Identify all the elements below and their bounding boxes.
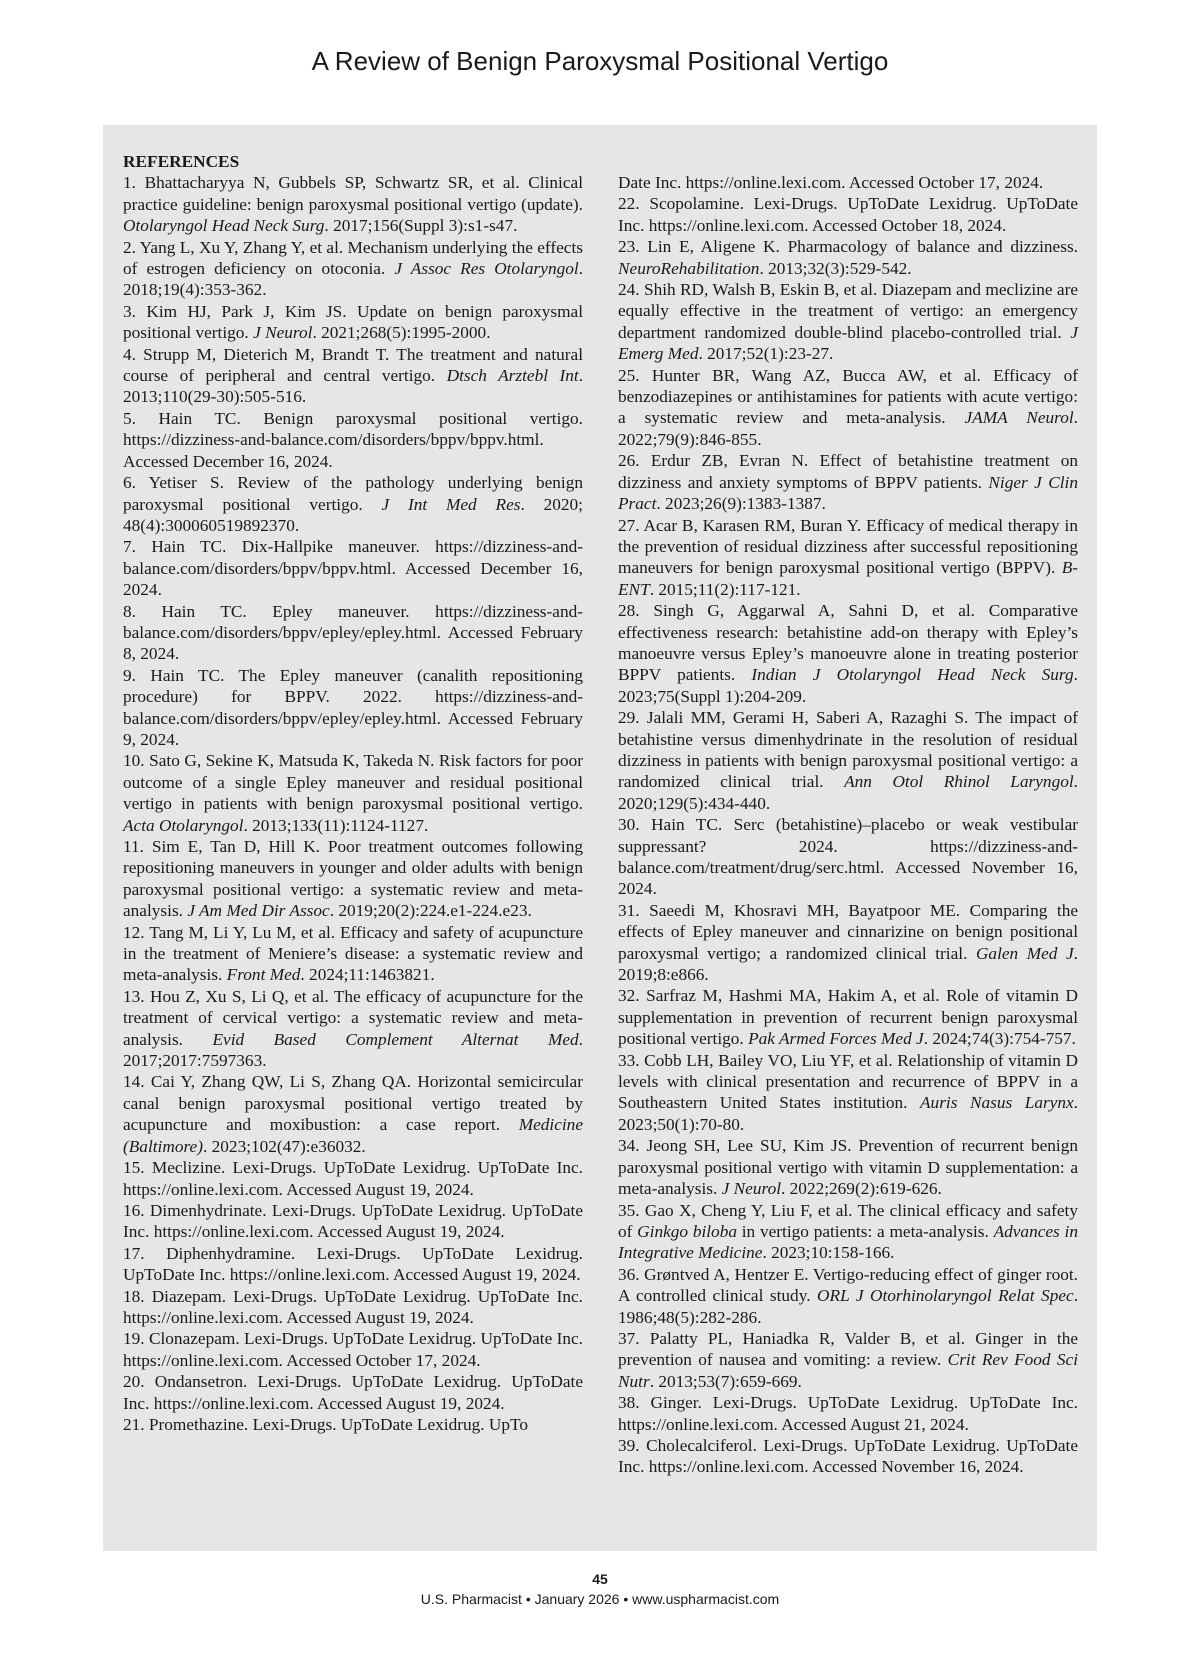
reference-journal: Front Med — [226, 965, 301, 985]
reference-journal: J Int Med Res — [381, 494, 521, 514]
references-column-right — [618, 172, 1078, 1478]
reference-entry — [618, 193, 1078, 236]
reference-entry — [123, 1286, 583, 1329]
reference-entry — [618, 515, 1078, 601]
publication-footer: U.S. Pharmacist • January 2026 • www.uspharmacist.com — [420, 1591, 780, 1607]
reference-journal: J Neurol — [721, 1179, 782, 1199]
reference-journal: Galen Med J — [975, 943, 1074, 963]
reference-journal: Indian J Otolaryngol Head Neck Surg — [751, 665, 1074, 685]
reference-entry — [123, 1157, 583, 1200]
reference-list-left — [123, 172, 583, 1435]
reference-text: 22. Scopolamine. Lexi-Drugs. UpToDate Lexidrug. UpToDate Inc. https://online.lexi.com. Accessed October 18, 2024. — [618, 194, 1078, 235]
reference-text: 1. Bhattacharyya N, Gubbels SP, Schwartz SR, et al. Clinical practice guideline: benign paroxysmal positional vertigo (update). — [123, 173, 583, 214]
reference-text: . 2023;10:158-166. — [762, 1243, 895, 1263]
reference-entry — [123, 922, 583, 986]
reference-text: . 2021;268(5):1995-2000. — [312, 323, 491, 343]
reference-text: . 2013;32(3):529-542. — [759, 258, 912, 278]
reference-entry — [618, 814, 1078, 900]
reference-text: 8. Hain TC. Epley maneuver. https://dizziness-and-balance.com/disorders/bppv/epley/epley.html. Accessed February 8, 2024. — [123, 601, 583, 664]
reference-text: 26. Erdur ZB, Evran N. Effect of betahistine treatment on dizziness and anxiety symptoms of BPPV patients. — [618, 451, 1078, 492]
reference-text: 7. Hain TC. Dix-Hallpike maneuver. https://dizziness-and-balance.com/disorders/bppv/bppv.html. Accessed December 16, 2024. — [123, 537, 583, 600]
reference-journal: J Assoc Res Otolaryngol — [394, 259, 579, 279]
reference-entry — [618, 1264, 1078, 1328]
reference-entry — [618, 900, 1078, 986]
reference-text: 15. Meclizine. Lexi-Drugs. UpToDate Lexidrug. UpToDate Inc. https://online.lexi.com. Accessed August 19, 2024. — [123, 1158, 583, 1199]
reference-text: . 2015;11(2):117-121. — [649, 579, 801, 599]
reference-entry — [123, 665, 583, 751]
reference-journal: Medicine (Baltimore) — [123, 1115, 583, 1156]
reference-text: . 2024;74(3):754-757. — [923, 1029, 1076, 1049]
reference-text: 11. Sim E, Tan D, Hill K. Poor treatment outcomes following repositioning maneuvers in younger and older adults with benign paroxysmal positional vertigo: a systematic review and meta-analysis. — [123, 837, 583, 921]
reference-text: 28. Singh G, Aggarwal A, Sahni D, et al. Comparative effectiveness research: betahistine add-on therapy with Epley’s manoeuvre versus Epley’s manoeuvre alone in treating posterior BPPV patients. — [618, 601, 1078, 685]
reference-text: Date Inc. https://online.lexi.com. Accessed October 17, 2024. — [618, 173, 1044, 192]
reference-text: . 2020;129(5):434-440. — [618, 772, 1078, 813]
reference-journal: Acta Otolaryngol — [123, 815, 244, 835]
reference-text: 37. Palatty PL, Haniadka R, Valder B, et al. Ginger in the prevention of nausea and vomiting: a review. — [618, 1328, 1078, 1370]
reference-entry — [618, 707, 1078, 814]
reference-entry — [618, 1435, 1078, 1478]
reference-text: 29. Jalali MM, Gerami H, Saberi A, Razaghi S. The impact of betahistine versus dimenhydrinate in the resolution of residual dizziness in patients with benign paroxysmal positional vertigo: a randomized clinical trial. — [618, 708, 1078, 792]
reference-text: 16. Dimenhydrinate. Lexi-Drugs. UpToDate Lexidrug. UpToDate Inc. https://online.lexi.com. Accessed August 19, 2024. — [123, 1200, 583, 1242]
reference-text: 39. Cholecalciferol. Lexi-Drugs. UpToDate Lexidrug. UpToDate Inc. https://online.lexi.com. Accessed November 16, 2024. — [618, 1435, 1078, 1477]
reference-entry — [123, 601, 583, 665]
reference-journal: NeuroRehabilitation — [618, 258, 760, 278]
reference-text: . 2017;2017:7597363. — [123, 1029, 583, 1071]
reference-text: 34. Jeong SH, Lee SU, Kim JS. Prevention of recurrent benign paroxysmal positional vertigo with vitamin D supplementation: a meta-analysis. — [618, 1136, 1078, 1199]
reference-list-right — [618, 172, 1078, 1478]
reference-journal: Evid Based Complement Alternat Med — [212, 1029, 579, 1049]
reference-text: . 2013;133(11):1124-1127. — [243, 815, 429, 835]
reference-text: 33. Cobb LH, Bailey VO, Liu YF, et al. Relationship of vitamin D levels with clinical presentation and recurrence of BPPV in a Southeastern United States institution. — [618, 1050, 1078, 1113]
references-column-left — [123, 151, 583, 1435]
reference-text: 6. Yetiser S. Review of the pathology underlying benign paroxysmal positional vertigo. — [123, 473, 583, 514]
reference-entry — [123, 1200, 583, 1243]
running-head-title: A Review of Benign Paroxysmal Positional Vertigo — [311, 46, 889, 76]
reference-text: 23. Lin E, Aligene K. Pharmacology of balance and dizziness. — [618, 237, 1078, 257]
reference-text: . 2024;11:1463821. — [300, 965, 435, 985]
reference-entry — [618, 985, 1078, 1049]
reference-text: . 1986;48(5):282-286. — [618, 1286, 1079, 1327]
reference-text: 5. Hain TC. Benign paroxysmal positional vertigo. https://dizziness-and-balance.com/disorders/bppv/bppv.html. Accessed December 16, 2024. — [123, 408, 583, 471]
reference-text: . 2017;52(1):23-27. — [698, 344, 834, 364]
reference-journal: Dtsch Arztebl Int — [446, 366, 579, 386]
reference-text: 2. Yang L, Xu Y, Zhang Y, et al. Mechanism underlying the effects of estrogen deficiency on otoconia. — [123, 237, 583, 279]
reference-text: 27. Acar B, Karasen RM, Buran Y. Efficacy of medical therapy in the prevention of residual dizziness after successful repositioning maneuvers for benign paroxysmal positional vertigo (BPPV). — [618, 515, 1078, 578]
reference-text: 38. Ginger. Lexi-Drugs. UpToDate Lexidrug. UpToDate Inc. https://online.lexi.com. Accessed August 21, 2024. — [618, 1393, 1078, 1434]
reference-entry — [123, 472, 583, 536]
reference-entry — [123, 1243, 583, 1286]
reference-text: 14. Cai Y, Zhang QW, Li S, Zhang QA. Horizontal semicircular canal benign paroxysmal positional vertigo treated by acupuncture and moxibustion: a case report. — [123, 1072, 583, 1135]
reference-text: . 2023;75(Suppl 1):204-209. — [618, 665, 1078, 706]
reference-entry — [123, 1371, 583, 1414]
reference-text: 30. Hain TC. Serc (betahistine)–placebo or weak vestibular suppressant? 2024. https://dizziness-and-balance.com/treatment/drug/serc.html. Accessed November 16, 2024. — [618, 815, 1078, 899]
reference-journal: Advances in Integrative Medicine — [618, 1221, 1078, 1263]
reference-text: . 2022;269(2):619-626. — [781, 1179, 942, 1199]
page-number: 45 — [592, 1571, 608, 1587]
reference-entry — [123, 836, 583, 922]
reference-entry — [123, 237, 583, 301]
reference-entry — [618, 1050, 1078, 1136]
reference-text: . 2023;102(47):e36032. — [203, 1136, 366, 1156]
reference-journal: J Neurol — [253, 323, 313, 343]
reference-text: 24. Shih RD, Walsh B, Eskin B, et al. Diazepam and meclizine are equally effective in the treatment of vertigo: an emergency department randomized double-blind placebo-controlled trial. — [618, 280, 1078, 342]
reference-text: . 2023;50(1):70-80. — [618, 1093, 1078, 1134]
reference-journal: Ann Otol Rhinol Laryngol — [844, 772, 1074, 792]
reference-text: . 2023;26(9):1383-1387. — [656, 494, 826, 514]
reference-entry — [618, 172, 1078, 193]
reference-entry — [618, 236, 1078, 279]
reference-entry — [123, 1328, 583, 1371]
references-panel — [103, 125, 1097, 1551]
reference-entry — [123, 172, 583, 236]
reference-entry — [618, 1135, 1078, 1199]
reference-journal: Crit Rev Food Sci Nutr — [618, 1350, 1078, 1391]
reference-journal: Auris Nasus Larynx — [920, 1093, 1074, 1113]
reference-journal: J Emerg Med — [618, 322, 1078, 364]
reference-text: 21. Promethazine. Lexi-Drugs. UpToDate Lexidrug. UpTo — [123, 1414, 529, 1434]
reference-text: 4. Strupp M, Dieterich M, Brandt T. The treatment and natural course of peripheral and central vertigo. — [123, 344, 583, 386]
reference-entry — [123, 1414, 583, 1435]
reference-text: . 2013;110(29-30):505-516. — [123, 366, 584, 407]
reference-entry — [123, 750, 583, 836]
reference-journal: J Am Med Dir Assoc — [187, 901, 330, 921]
reference-journal: ORL J Otorhinolaryngol Relat Spec — [817, 1286, 1074, 1306]
reference-text: . 2022;79(9):846-855. — [618, 408, 1078, 449]
reference-journal: JAMA Neurol — [964, 408, 1074, 428]
reference-entry — [618, 1200, 1078, 1264]
reference-text: 31. Saeedi M, Khosravi MH, Bayatpoor ME. Comparing the effects of Epley maneuver and cinnarizine on benign positional paroxysmal vertigo; a randomized clinical trial. — [618, 900, 1078, 963]
reference-text: . 2013;53(7):659-669. — [649, 1371, 802, 1391]
reference-journal: Niger J Clin Pract — [618, 472, 1078, 514]
reference-entry — [123, 536, 583, 600]
reference-text: 20. Ondansetron. Lexi-Drugs. UpToDate Lexidrug. UpToDate Inc. https://online.lexi.com. Accessed August 19, 2024. — [123, 1372, 583, 1413]
reference-entry — [123, 1071, 583, 1157]
reference-journal: B-ENT — [618, 558, 1078, 599]
reference-text: 3. Kim HJ, Park J, Kim JS. Update on benign paroxysmal positional vertigo. — [123, 301, 583, 343]
reference-text: 35. Gao X, Cheng Y, Liu F, et al. The clinical efficacy and safety of — [618, 1200, 1078, 1241]
reference-entry — [123, 344, 583, 408]
reference-text: 36. Grøntved A, Hentzer E. Vertigo-reducing effect of ginger root. A controlled clinical study. — [618, 1264, 1078, 1306]
reference-text: . 2019;20(2):224.e1-224.e23. — [329, 901, 532, 921]
reference-entry — [618, 450, 1078, 514]
reference-text: . 2018;19(4):353-362. — [123, 259, 584, 300]
reference-text: . 2020; 48(4):300060519892370. — [123, 494, 583, 535]
reference-journal: Ginkgo biloba — [637, 1221, 737, 1241]
reference-journal: Pak Armed Forces Med J — [748, 1029, 924, 1049]
reference-text: 10. Sato G, Sekine K, Matsuda K, Takeda N. Risk factors for poor outcome of a single Epley maneuver and residual positional vertigo in patients with benign paroxysmal positional vertigo. — [123, 751, 583, 814]
references-heading: REFERENCES — [123, 152, 240, 171]
reference-text: 17. Diphenhydramine. Lexi-Drugs. UpToDate Lexidrug. UpToDate Inc. https://online.lexi.com. Accessed August 19, 2024. — [123, 1243, 583, 1285]
reference-entry — [618, 600, 1078, 707]
reference-entry — [618, 365, 1078, 451]
reference-journal: Otolaryngol Head Neck Surg — [123, 216, 325, 236]
reference-entry — [123, 301, 583, 344]
reference-entry — [618, 279, 1078, 365]
reference-text: in vertigo patients: a meta-analysis. — [736, 1221, 994, 1241]
reference-text: 19. Clonazepam. Lexi-Drugs. UpToDate Lexidrug. UpToDate Inc. https://online.lexi.com. Accessed October 17, 2024. — [123, 1329, 583, 1370]
reference-text: 12. Tang M, Li Y, Lu M, et al. Efficacy and safety of acupuncture in the treatment of Meniere’s disease: a systematic review and meta-analysis. — [123, 922, 583, 985]
reference-text: 18. Diazepam. Lexi-Drugs. UpToDate Lexidrug. UpToDate Inc. https://online.lexi.com. Accessed August 19, 2024. — [123, 1286, 583, 1327]
reference-text: 9. Hain TC. The Epley maneuver (canalith repositioning procedure) for BPPV. 2022. https://dizziness-and-balance.com/disorders/bppv/epley/epley.html. Accessed February 9, 2024. — [123, 665, 583, 749]
reference-text: 25. Hunter BR, Wang AZ, Bucca AW, et al. Efficacy of benzodiazepines or antihistamines for patients with acute vertigo: a systematic review and meta-analysis. — [618, 365, 1078, 428]
reference-entry — [618, 1392, 1078, 1435]
reference-entry — [123, 408, 583, 472]
reference-text: 32. Sarfraz M, Hashmi MA, Hakim A, et al. Role of vitamin D supplementation in prevention of recurrent benign paroxysmal positional vertigo. — [618, 986, 1078, 1049]
reference-text: . 2017;156(Suppl 3):s1-s47. — [324, 216, 518, 236]
reference-text: 13. Hou Z, Xu S, Li Q, et al. The efficacy of acupuncture for the treatment of cervical vertigo: a systematic review and meta-analysis. — [123, 986, 583, 1049]
reference-text: . 2019;8:e866. — [618, 943, 1078, 985]
reference-entry — [123, 986, 583, 1072]
reference-entry — [618, 1328, 1078, 1392]
